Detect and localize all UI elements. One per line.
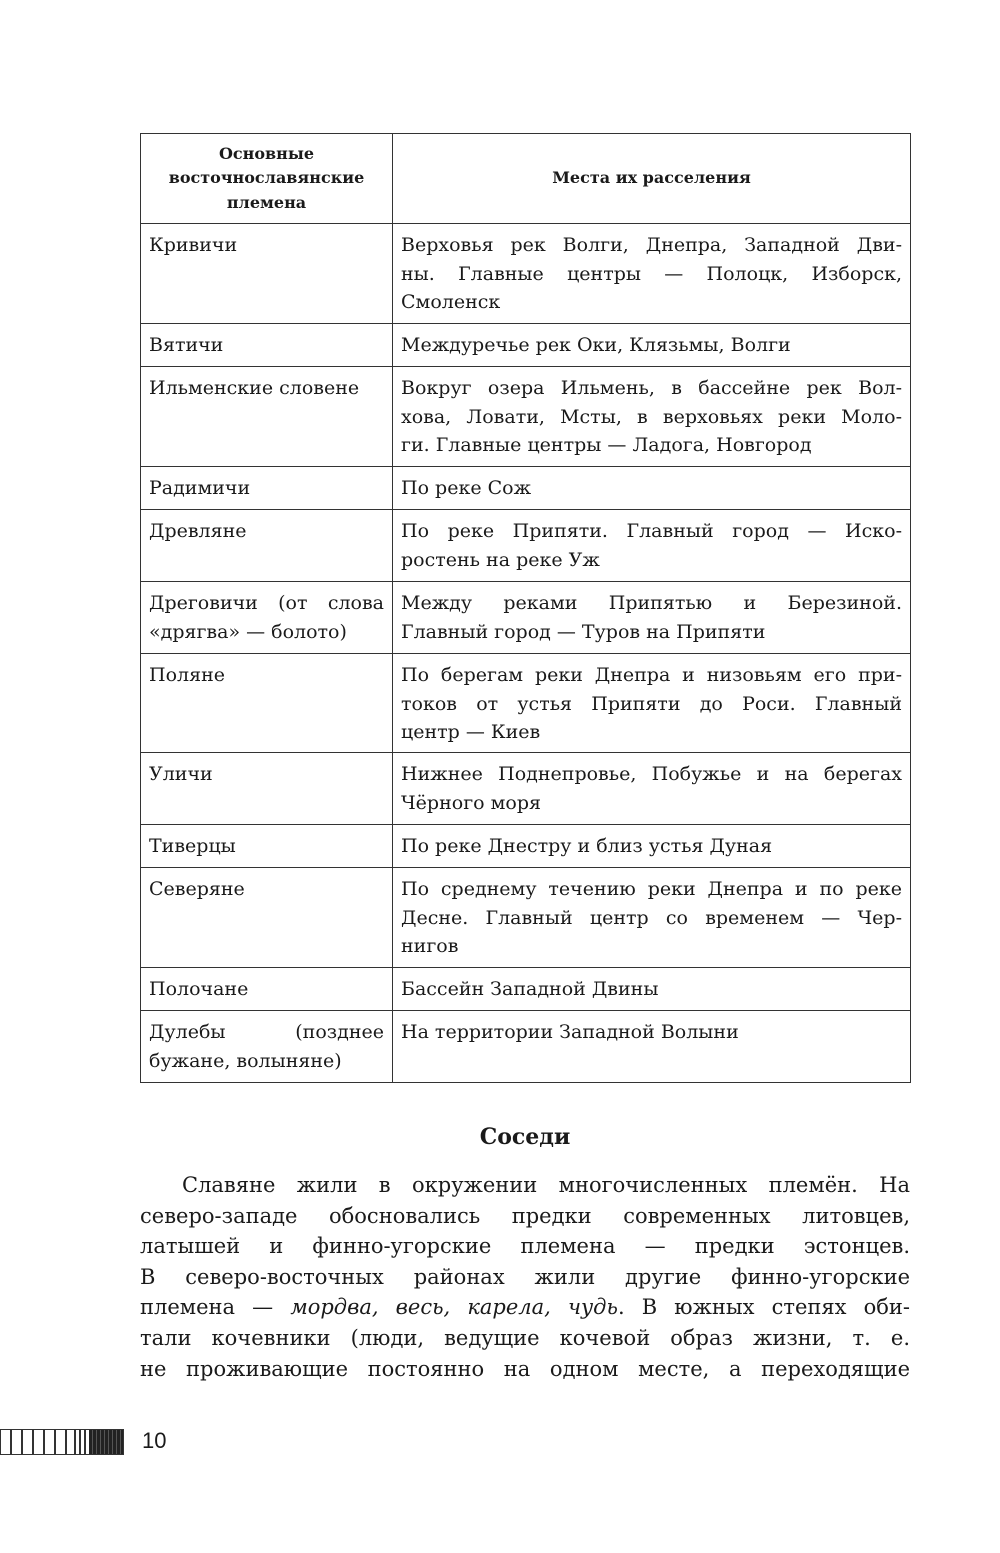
tribe-cell	[141, 1011, 393, 1083]
table-row	[141, 654, 911, 753]
text-line: По реке Сож	[401, 477, 532, 499]
places-cell	[393, 467, 911, 510]
tribe-cell	[141, 654, 393, 753]
tribe-cell	[141, 868, 393, 968]
places-cell	[393, 324, 911, 367]
places-cell	[393, 1011, 911, 1083]
text-line: нигов	[401, 935, 459, 958]
paragraph-line: тали кочевники (люди, ведущие кочевой образ жизни, т. е.	[140, 1325, 910, 1350]
text-line: «дрягва» — болото)	[149, 620, 347, 643]
tribe-cell	[141, 968, 393, 1011]
section-paragraph	[140, 1170, 910, 1384]
text-line: ростень на реке Уж	[401, 548, 600, 571]
text-line: Смоленск	[401, 291, 501, 314]
text-line: По реке Днестру и близ устья Дуная	[401, 835, 773, 857]
text-line: Нижнее Поднепровье, Побужье и на берегах	[401, 763, 902, 785]
table-row	[141, 324, 911, 367]
table-row	[141, 1011, 911, 1083]
text-line: Верховья рек Волги, Днепра, Западной Дви-	[401, 234, 902, 256]
paragraph-line: В северо-восточных районах жили другие финно-угорские	[140, 1264, 910, 1289]
places-cell	[393, 868, 911, 968]
text-line: Тиверцы	[149, 835, 236, 857]
table-row	[141, 224, 911, 324]
table-row	[141, 825, 911, 868]
text-line: Вокруг озера Ильмень, в бассейне рек Вол-	[401, 377, 902, 399]
text-line: ны. Главные центры — Полоцк, Изборск,	[401, 262, 902, 285]
decorative-barcode-strip	[0, 1429, 124, 1455]
text-line: Бассейн Западной Двины	[401, 978, 659, 1000]
text-line: Десне. Главный центр со временем — Чер-	[401, 906, 902, 929]
page-number: 10	[142, 1428, 167, 1453]
paragraph-line: не проживающие постоянно на одном месте, а переходящие	[140, 1356, 910, 1381]
tribe-cell	[141, 582, 393, 654]
table-row	[141, 367, 911, 467]
text-line: токов от устья Припяти до Роси. Главный	[401, 692, 902, 715]
paragraph-line: Славяне жили в окружении многочисленных племён. На	[182, 1173, 910, 1197]
text-line: Северяне	[149, 878, 245, 900]
paragraph-line: племена — мордва, весь, карела, чудь. В южных степях оби-	[140, 1295, 910, 1320]
text-line: бужане, волыняне)	[149, 1049, 342, 1072]
text-line: Вятичи	[149, 334, 224, 356]
text-line: Радимичи	[149, 477, 251, 499]
places-cell	[393, 582, 911, 654]
tribe-cell	[141, 510, 393, 582]
places-cell	[393, 367, 911, 467]
text-line: Ильменские словене	[149, 377, 360, 399]
places-cell	[393, 510, 911, 582]
text-line: Полочане	[149, 978, 249, 1000]
paragraph-line: латышей и финно-угорские племена — предки эстонцев.	[140, 1234, 910, 1259]
tribe-cell	[141, 825, 393, 868]
table-row	[141, 582, 911, 654]
table-row	[141, 753, 911, 825]
text-line: По берегам реки Днепра и низовьям его при-	[401, 664, 902, 686]
table-row	[141, 510, 911, 582]
text-line: Главный город — Туров на Припяти	[401, 620, 766, 643]
text-line: Дулебы (позднее	[149, 1021, 384, 1043]
tribe-cell	[141, 367, 393, 467]
text-line: ги. Главные центры — Ладога, Новгород	[401, 434, 812, 457]
text-line: хова, Ловати, Мсты, в верховьях реки Моло-	[401, 405, 902, 428]
header-line: Основные	[218, 143, 315, 163]
tribes-table	[140, 133, 911, 1083]
paragraph-line: северо-западе обосновались предки современных литовцев,	[140, 1203, 910, 1228]
places-cell	[393, 654, 911, 753]
places-cell	[393, 968, 911, 1011]
places-cell	[393, 224, 911, 324]
text-line: Между реками Припятью и Березиной.	[401, 592, 902, 614]
tribe-cell	[141, 467, 393, 510]
header-tribes	[141, 134, 393, 224]
tribe-cell	[141, 324, 393, 367]
section-title: Соседи	[479, 1124, 571, 1150]
text-line: Междуречье рек Оки, Клязьмы, Волги	[401, 334, 791, 356]
header-line: восточнославянские	[168, 168, 365, 188]
places-cell	[393, 825, 911, 868]
text-line: Уличи	[149, 763, 213, 785]
text-line: Поляне	[149, 664, 225, 686]
text-line: центр — Киев	[401, 721, 541, 744]
text-line: Древляне	[149, 520, 247, 542]
text-line: Чёрного моря	[401, 791, 541, 814]
header-places	[393, 134, 911, 224]
text-line: Кривичи	[149, 234, 238, 256]
table-row	[141, 467, 911, 510]
tribe-cell	[141, 224, 393, 324]
text-line: Дреговичи (от слова	[149, 592, 384, 614]
text-line: По реке Припяти. Главный город — Иско-	[401, 520, 902, 542]
table-row	[141, 868, 911, 968]
header-line: племена	[226, 192, 307, 212]
header-line: Места их расселения	[552, 168, 751, 188]
text-line: На территории Западной Волыни	[401, 1021, 739, 1043]
tribe-cell	[141, 753, 393, 825]
table-row	[141, 968, 911, 1011]
text-line: По среднему течению реки Днепра и по реке	[401, 878, 902, 900]
places-cell	[393, 753, 911, 825]
